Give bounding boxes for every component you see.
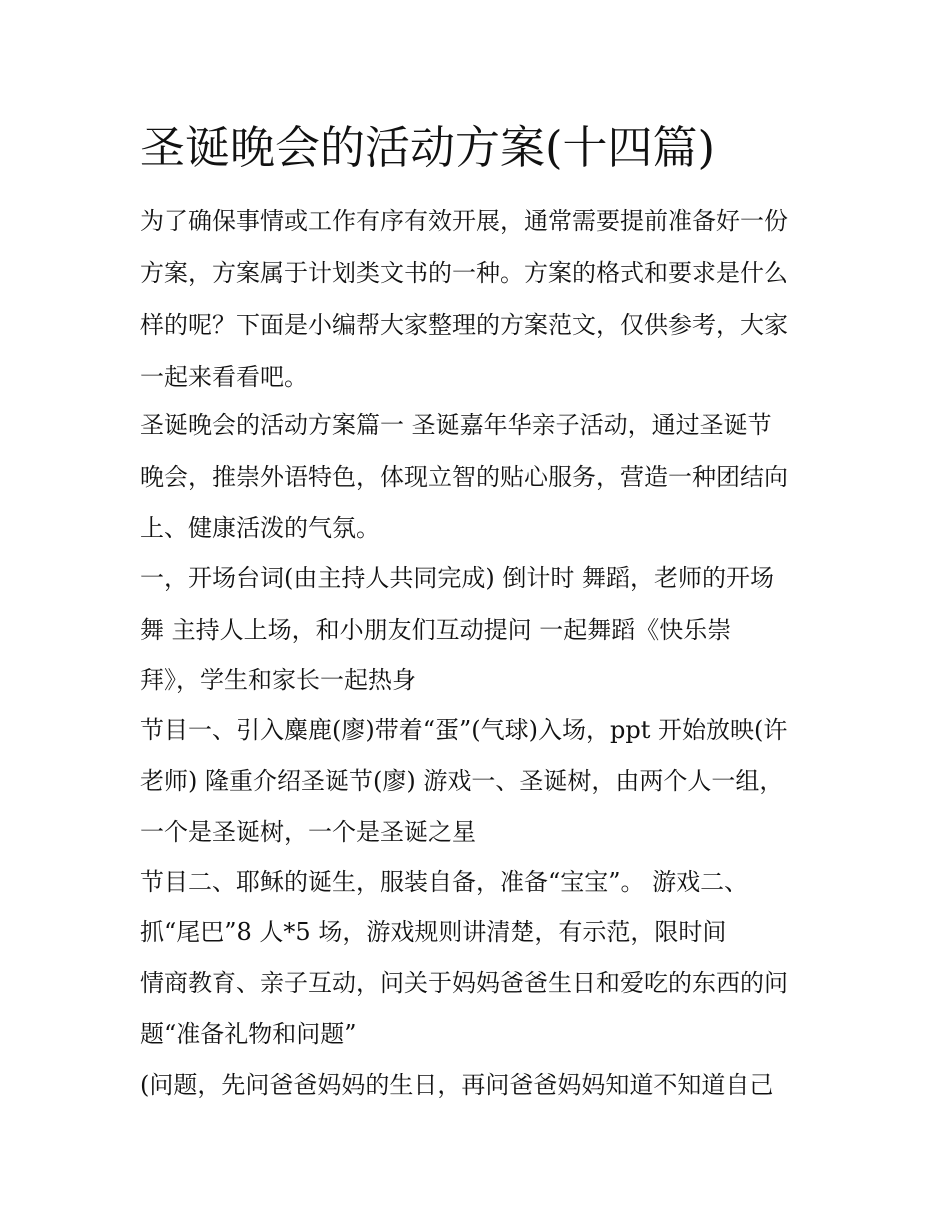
paragraph-line: 晚会，推崇外语特色，体现立智的贴心服务，营造一种团结向 — [140, 463, 788, 491]
paragraph-line: 上、健康活泼的气氛。 — [140, 514, 380, 542]
paragraph-line: 节目二、耶稣的诞生，服装自备，准备“宝宝”。 游戏二、 — [140, 868, 749, 896]
paragraph-line: 舞 主持人上场，和小朋友们互动提问 一起舞蹈《快乐崇 — [140, 616, 732, 644]
paragraph-line: (问题，先问爸爸妈妈的生日，再问爸爸妈妈知道不知道自己 — [140, 1071, 774, 1099]
paragraph-line: 节目一、引入麋鹿(廖)带着“蛋”(气球)入场，ppt 开始放映(许 — [140, 716, 788, 744]
paragraph-line: 情商教育、亲子互动，问关于妈妈爸爸生日和爱吃的东西的问 — [140, 969, 788, 997]
paragraph-line: 拜》，学生和家长一起热身 — [140, 666, 416, 694]
paragraph-line: 一起来看看吧。 — [140, 363, 308, 391]
paragraph-line: 题“准备礼物和问题” — [140, 1020, 357, 1048]
paragraph-line: 一个是圣诞树，一个是圣诞之星 — [140, 818, 476, 846]
paragraph-line: 为了确保事情或工作有序有效开展，通常需要提前准备好一份 — [140, 207, 788, 235]
paragraph-line: 方案，方案属于计划类文书的一种。方案的格式和要求是什么 — [140, 259, 788, 287]
paragraph-line: 抓“尾巴”8 人*5 场，游戏规则讲清楚，有示范，限时间 — [140, 918, 727, 946]
document-title: 圣诞晚会的活动方案(十四篇) — [140, 121, 716, 174]
paragraph-line: 圣诞晚会的活动方案篇一 圣诞嘉年华亲子活动，通过圣诞节 — [140, 411, 772, 439]
paragraph-line: 样的呢？下面是小编帮大家整理的方案范文，仅供参考，大家 — [140, 311, 788, 339]
paragraph-line: 老师) 隆重介绍圣诞节(廖) 游戏一、圣诞树，由两个人一组， — [140, 767, 784, 795]
paragraph-line: 一，开场台词(由主持人共同完成) 倒计时 舞蹈，老师的开场 — [140, 564, 774, 592]
